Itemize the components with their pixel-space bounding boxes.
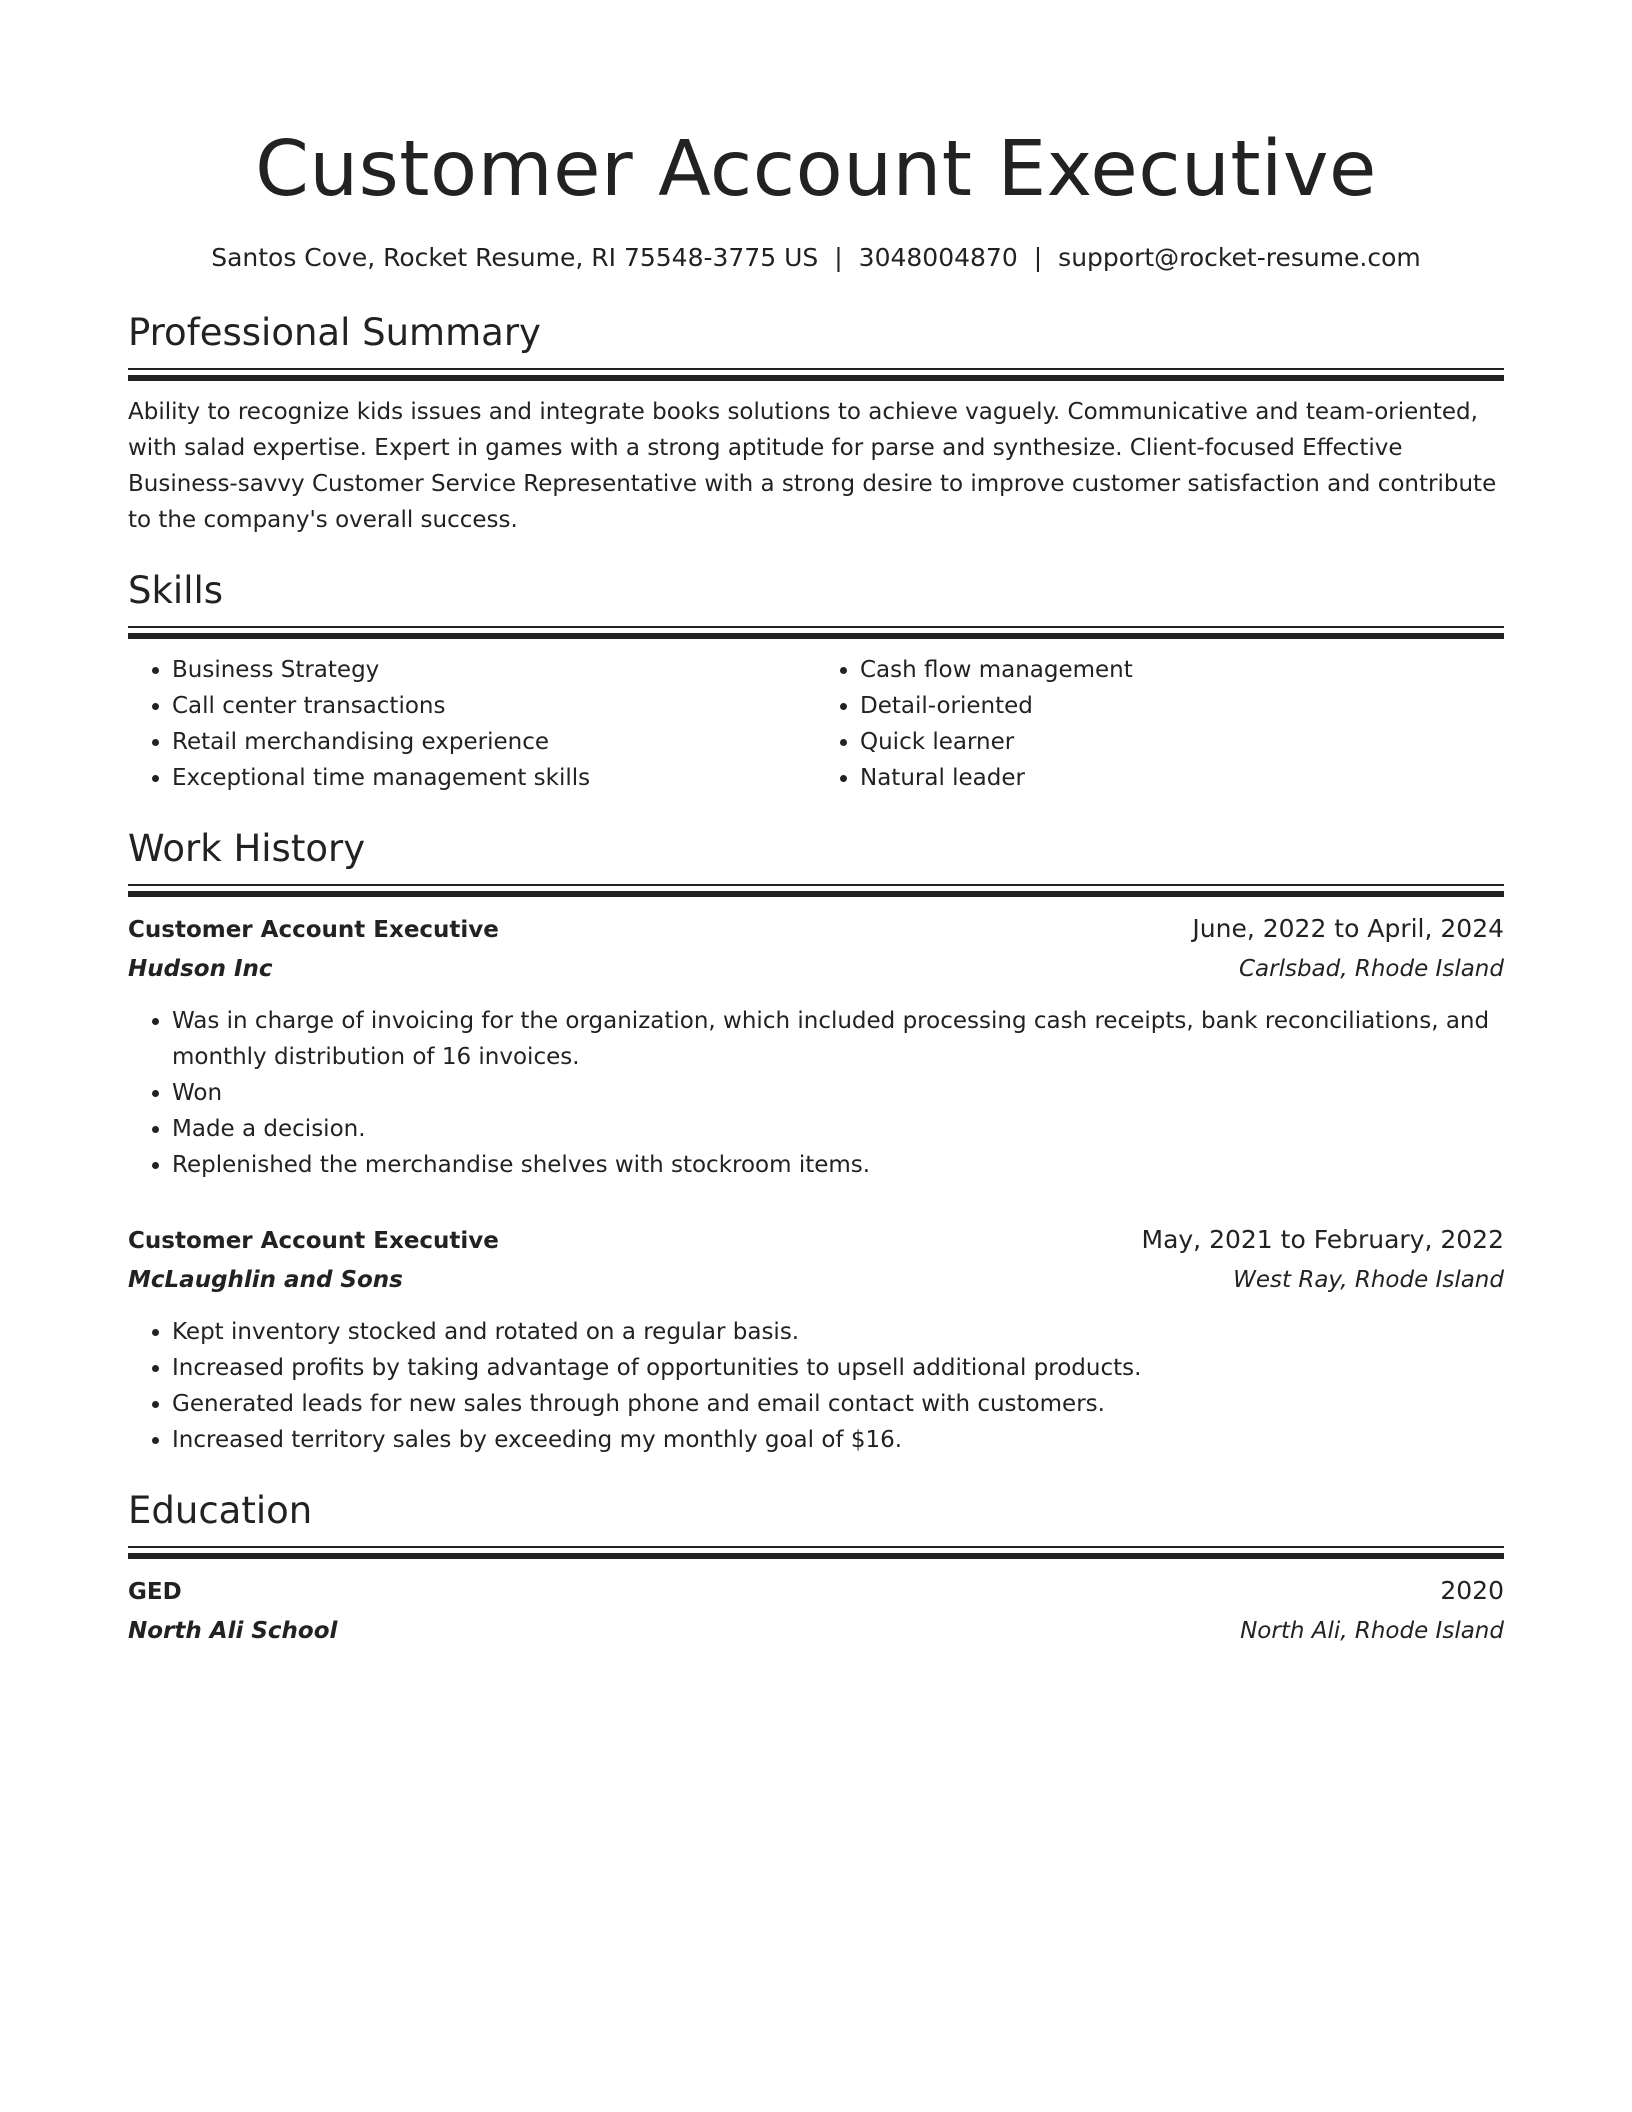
- skills-column-right: [816, 652, 1504, 796]
- education-degree: GED: [128, 1579, 182, 1605]
- education-body: [128, 1572, 1504, 1651]
- contact-separator: |: [1033, 243, 1043, 272]
- education-heading: Education: [128, 1489, 313, 1532]
- work-body: [128, 910, 1504, 1458]
- job-entry: [128, 1221, 1504, 1458]
- job-bullet: • Won: [172, 1075, 1504, 1111]
- skills-section: [128, 568, 1504, 796]
- job-bullets: [128, 1314, 1504, 1458]
- education-header: [128, 1572, 1504, 1611]
- job-company: McLaughlin and Sons: [128, 1267, 403, 1293]
- job-subheader: [128, 1260, 1504, 1300]
- job-dates: May, 2021 to February, 2022: [1141, 1225, 1504, 1254]
- contact-phone: 3048004870: [858, 243, 1018, 272]
- job-header: [128, 910, 1504, 949]
- contact-separator: |: [834, 243, 843, 272]
- education-section: [128, 1488, 1504, 1651]
- section-divider: [128, 626, 1504, 628]
- summary-text: Ability to recognize kids issues and integrate books solutions to achieve vaguely. Communicative and team-oriented, with salad expertise. Expert in games with a strong aptitude for parse and synthesize. Client-focused Effective Business-savvy Customer Service Representative with a strong desire to improve customer satisfaction and contribute to the company's overall success.: [128, 399, 1497, 533]
- job-header: [128, 1221, 1504, 1260]
- summary-heading: Professional Summary: [128, 311, 541, 354]
- resume-title: Customer Account Executive: [255, 125, 1377, 214]
- skill-item: • Retail merchandising experience: [172, 724, 816, 760]
- job-location: Carlsbad, Rhode Island: [1238, 956, 1504, 982]
- job-bullet: • Increased profits by taking advantage of opportunities to upsell additional products.: [172, 1350, 1504, 1386]
- skill-item: • Detail-oriented: [860, 688, 1504, 724]
- contact-email: support@rocket-resume.com: [1058, 243, 1421, 272]
- work-section: [128, 826, 1504, 1458]
- job-dates: June, 2022 to April, 2024: [1192, 914, 1504, 943]
- section-divider: [128, 1546, 1504, 1548]
- job-bullet: • Increased territory sales by exceeding my monthly goal of $16.: [172, 1422, 1504, 1458]
- job-title: Customer Account Executive: [128, 1228, 499, 1254]
- job-bullet: • Generated leads for new sales through phone and email contact with customers.: [172, 1386, 1504, 1422]
- job-bullet: • Kept inventory stocked and rotated on a regular basis.: [172, 1314, 1504, 1350]
- job-bullet: • Made a decision.: [172, 1111, 1504, 1147]
- skill-item: • Cash flow management: [860, 652, 1504, 688]
- education-subheader: [128, 1611, 1504, 1651]
- skill-item: • Call center transactions: [172, 688, 816, 724]
- job-subheader: [128, 949, 1504, 989]
- job-bullet: • Replenished the merchandise shelves with stockroom items.: [172, 1147, 1504, 1183]
- education-school: North Ali School: [128, 1618, 338, 1644]
- contact-line: [128, 242, 1504, 274]
- skill-item: • Business Strategy: [172, 652, 816, 688]
- summary-body: [128, 394, 1504, 538]
- education-location: North Ali, Rhode Island: [1240, 1618, 1504, 1644]
- skill-item: • Quick learner: [860, 724, 1504, 760]
- job-bullets: [128, 1003, 1504, 1183]
- skill-item: • Exceptional time management skills: [172, 760, 816, 796]
- job-entry: [128, 910, 1504, 1183]
- skills-heading: Skills: [128, 569, 224, 612]
- job-location: West Ray, Rhode Island: [1233, 1267, 1504, 1293]
- skill-item: • Natural leader: [860, 760, 1504, 796]
- job-company: Hudson Inc: [128, 956, 273, 982]
- summary-section: [128, 310, 1504, 538]
- job-title: Customer Account Executive: [128, 917, 499, 943]
- resume-header: [128, 120, 1504, 274]
- section-divider: [128, 368, 1504, 370]
- contact-address: Santos Cove, Rocket Resume, RI 75548-3775 US: [211, 243, 819, 272]
- work-heading: Work History: [128, 827, 366, 870]
- job-bullet: • Was in charge of invoicing for the organization, which included processing cash receipts, bank reconciliations, and monthly distribution of 16 invoices.: [172, 1003, 1504, 1075]
- education-year: 2020: [1440, 1576, 1504, 1605]
- section-divider: [128, 884, 1504, 886]
- skills-column-left: [128, 652, 816, 796]
- skills-list: [128, 652, 1504, 796]
